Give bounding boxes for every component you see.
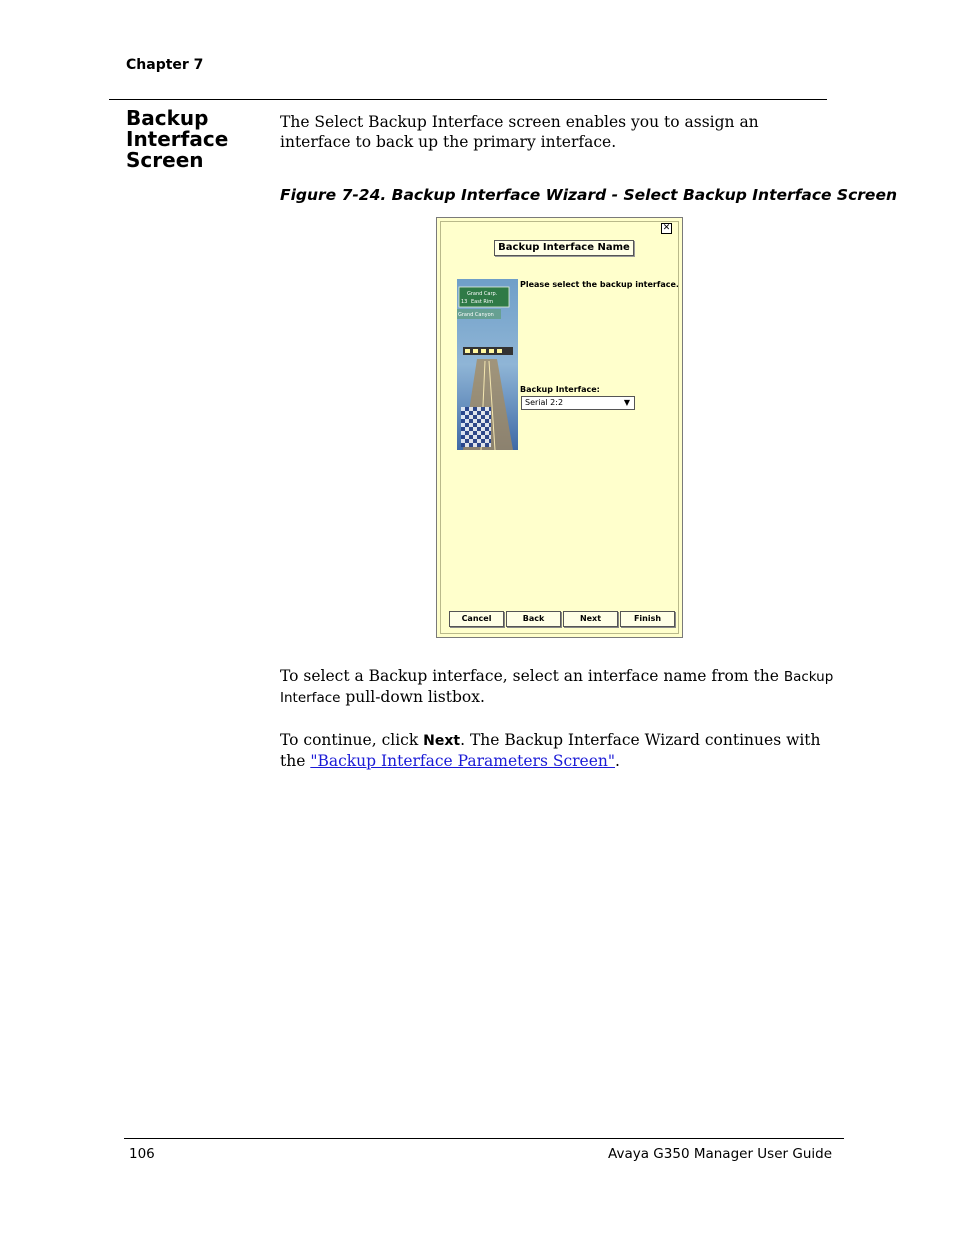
para2-text-mid: . The Backup Interface Wizard continues with the <box>280 731 821 770</box>
para2-text-start: To continue, click <box>280 731 424 749</box>
footer-doc-title: Avaya G350 Manager User Guide <box>608 1146 832 1162</box>
wizard-screenshot <box>436 217 683 638</box>
section-heading: Backup Interface Screen <box>126 106 229 172</box>
intro-paragraph: The Select Backup Interface screen enables you to assign an interface to back up the primary interface. <box>280 113 759 151</box>
chapter-label: Chapter 7 <box>126 57 204 73</box>
footer-rule <box>124 1138 844 1139</box>
close-icon[interactable]: ✕ <box>662 223 671 233</box>
body-paragraph-1 <box>280 666 840 708</box>
figure-caption: Figure 7-24. Backup Interface Wizard - Select Backup Interface Screen <box>280 186 897 204</box>
next-button[interactable]: Next <box>563 611 618 627</box>
highway-sign-image <box>457 279 518 450</box>
backup-interface-select[interactable] <box>521 396 635 410</box>
header-rule <box>109 99 827 100</box>
para1-text-start: To select a Backup interface, select an interface name from the <box>280 667 784 685</box>
backup-interface-value: Serial 2:2 <box>525 398 564 407</box>
wizard-button-row <box>449 611 677 627</box>
chevron-down-icon[interactable]: ▼ <box>623 398 631 407</box>
para1-ui-term: Backup Interface <box>280 669 834 706</box>
sign-line-1: Grand Carp. <box>467 291 498 297</box>
cancel-button[interactable]: Cancel <box>449 611 504 627</box>
body-paragraph-2 <box>280 730 840 771</box>
sign-exit-number: 13 <box>461 299 468 305</box>
page-number: 106 <box>129 1146 155 1162</box>
para1-text-end: pull-down listbox. <box>340 688 485 706</box>
para2-text-end: . <box>615 752 620 770</box>
wizard-title: Backup Interface Name <box>494 240 634 256</box>
back-button[interactable]: Back <box>506 611 561 627</box>
para2-ui-term: Next <box>423 733 461 749</box>
sign-line-2: East Rim <box>471 299 494 305</box>
sign-line-3: Grand Canyon <box>458 312 494 318</box>
parameters-screen-link[interactable]: "Backup Interface Parameters Screen" <box>310 752 616 770</box>
wizard-prompt: Please select the backup interface. <box>520 280 679 289</box>
backup-interface-label: Backup Interface: <box>520 385 600 394</box>
finish-button[interactable]: Finish <box>620 611 675 627</box>
